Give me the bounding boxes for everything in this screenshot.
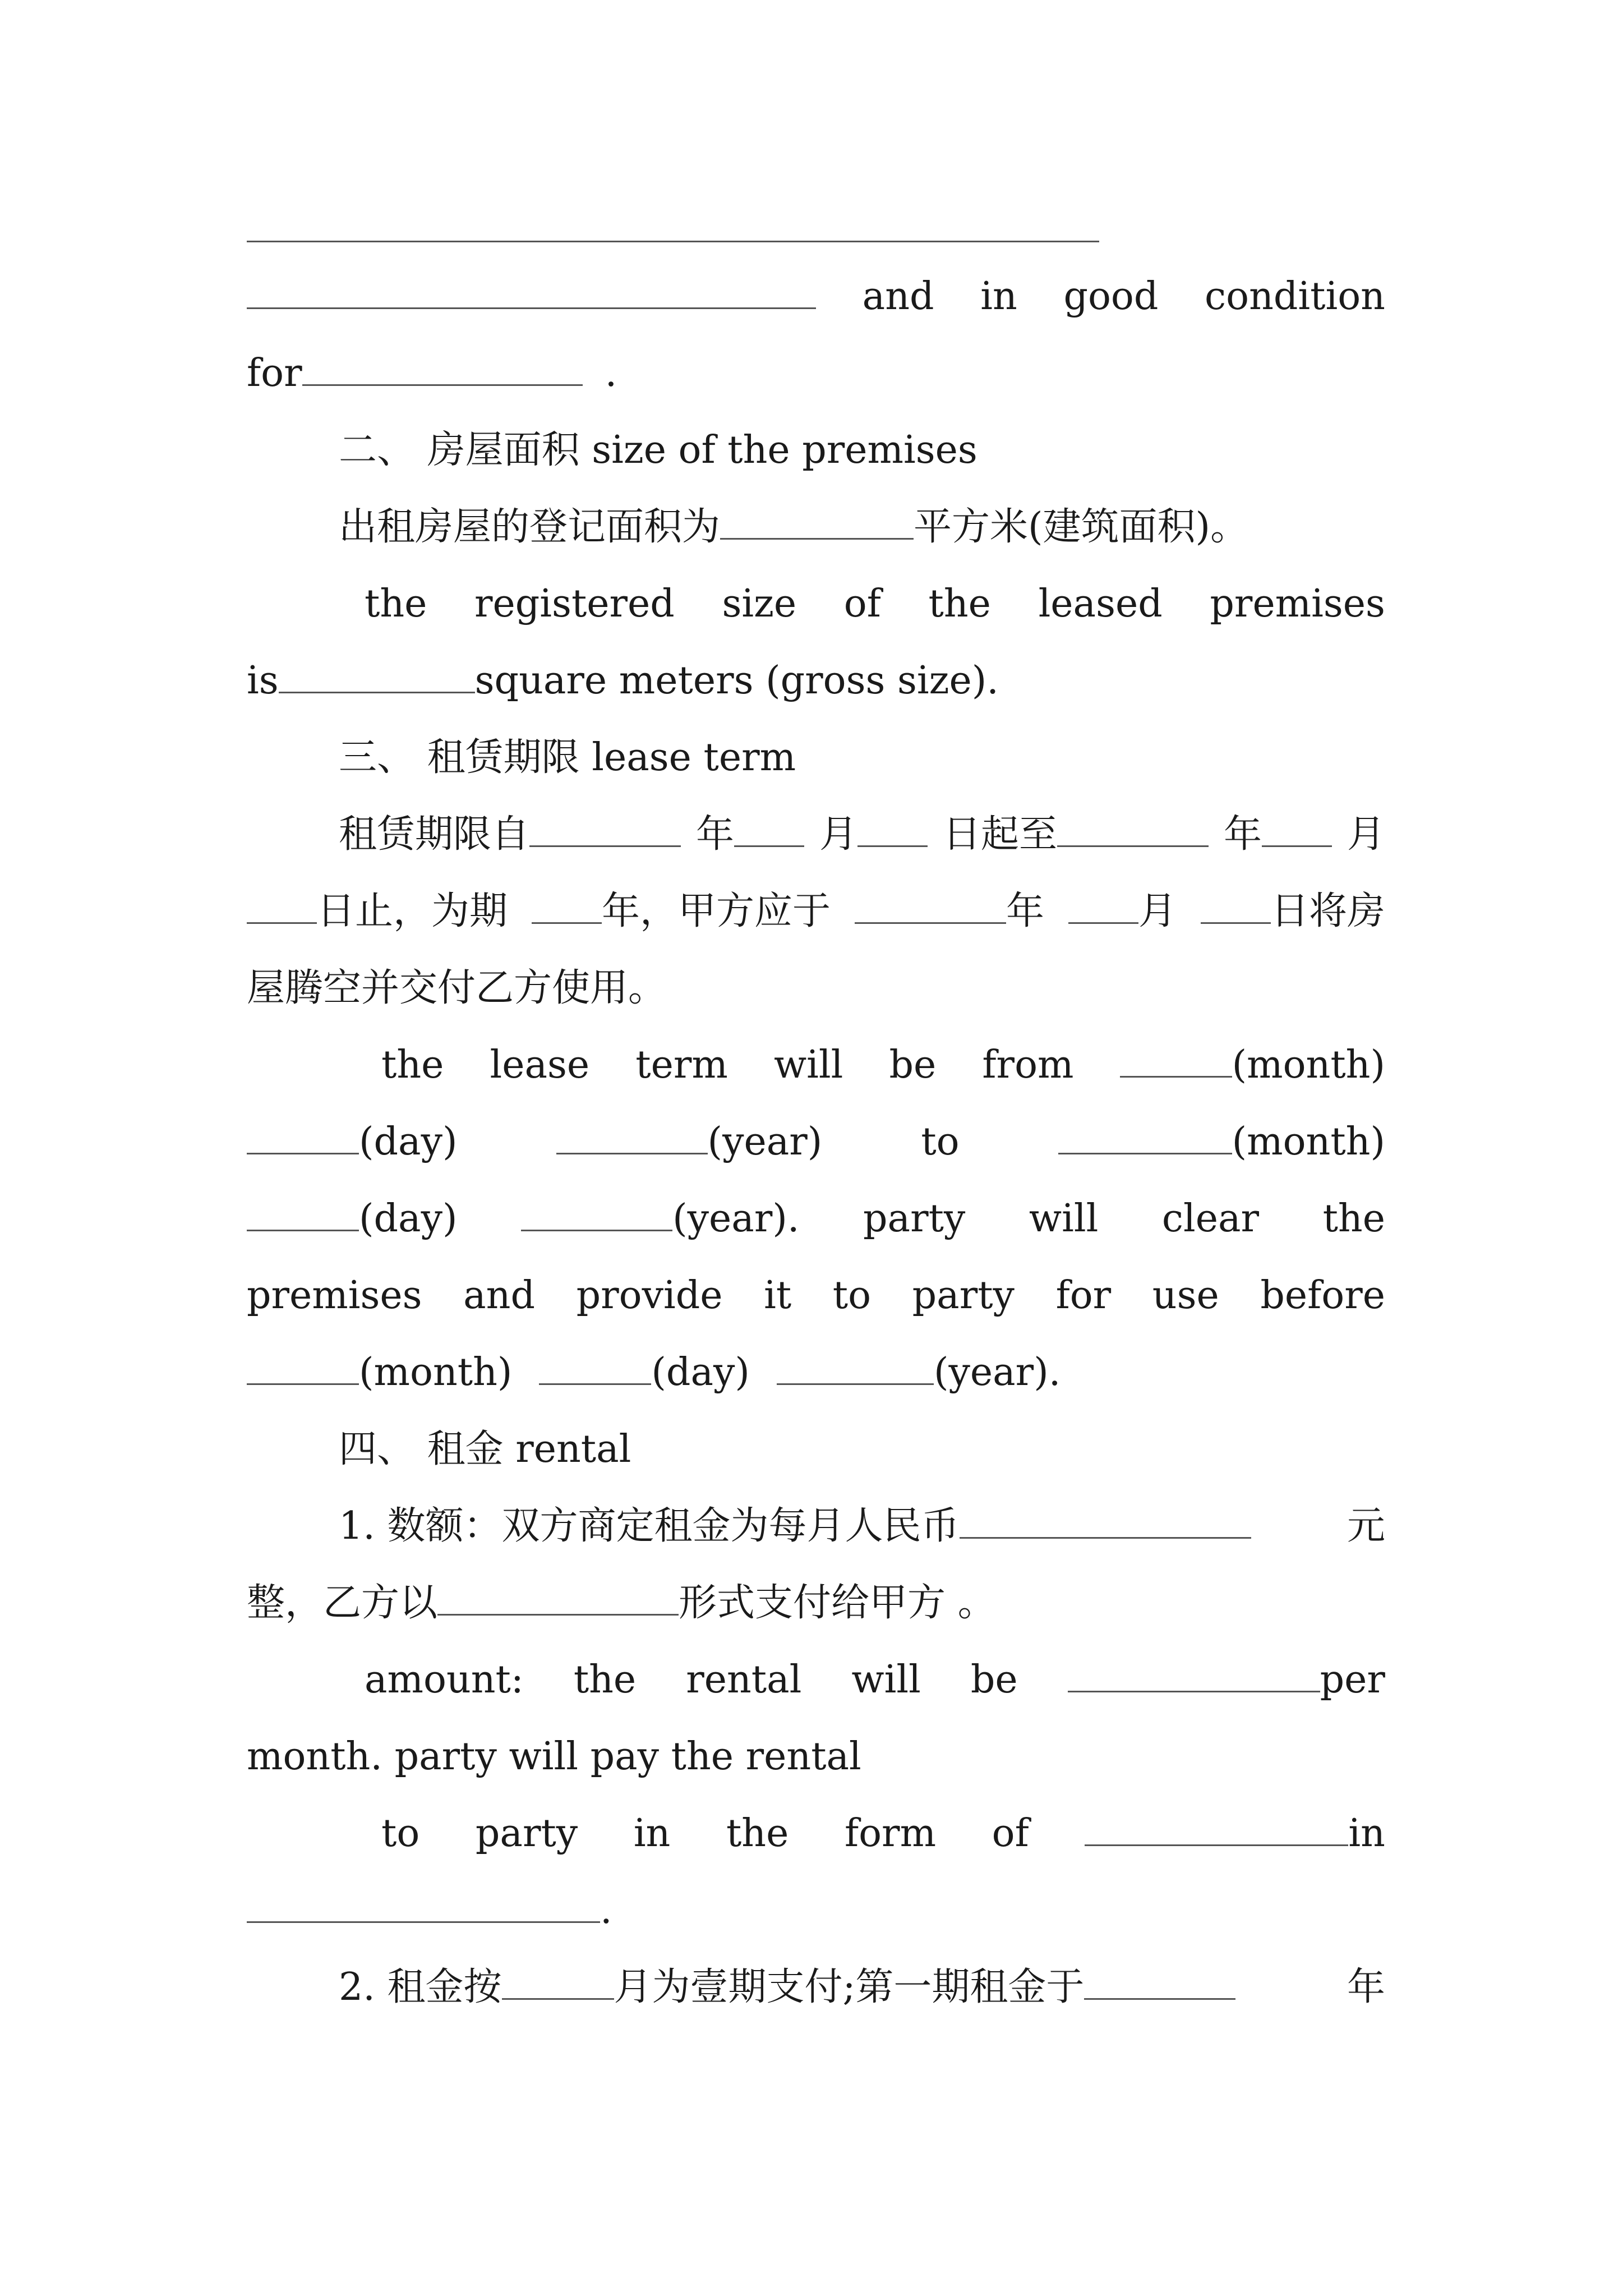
word: (month) (359, 1350, 513, 1395)
word: (year). (933, 1350, 1061, 1395)
word: will (773, 1043, 843, 1087)
fill-blank[interactable] (247, 211, 1099, 242)
word: the (928, 582, 991, 626)
word: is (247, 659, 279, 703)
word: the (573, 1658, 637, 1702)
fill-blank[interactable] (521, 1200, 672, 1231)
text: 形式支付给甲方 。 (679, 1581, 996, 1625)
text: 月 (1347, 812, 1385, 857)
word: rental (686, 1658, 802, 1702)
word: of (843, 582, 881, 626)
text: 平方米(建筑面积)。 (914, 505, 1249, 549)
word: the (726, 1811, 789, 1856)
text-line (247, 873, 1385, 950)
word: registered (474, 582, 675, 626)
word: and (862, 274, 934, 319)
word: clear (1161, 1197, 1260, 1241)
word: amount: (365, 1658, 524, 1702)
word: the (381, 1043, 444, 1087)
text-line (247, 1027, 1385, 1103)
text-line (247, 565, 1385, 642)
word: (day) (651, 1350, 750, 1395)
text-line (247, 1872, 1385, 1949)
text: 出租房屋的登记面积为 (339, 505, 721, 549)
text: 日将房 (1270, 889, 1385, 933)
text: 年，甲方应于 (601, 889, 831, 933)
word: (year). (672, 1197, 800, 1241)
word: to (381, 1811, 420, 1856)
word: party (863, 1197, 966, 1241)
fill-blank[interactable] (502, 1968, 614, 2000)
fill-blank[interactable] (539, 1354, 651, 1385)
word: in (980, 274, 1017, 319)
text-line (247, 1334, 1385, 1411)
text-line (247, 1795, 1385, 1872)
word: from (982, 1043, 1074, 1087)
fill-blank[interactable] (857, 816, 928, 847)
text: 月 (819, 812, 857, 857)
section-heading-lease-term (247, 719, 1385, 796)
fill-blank[interactable] (1057, 816, 1209, 847)
fill-blank[interactable] (247, 892, 317, 924)
text: 月为壹期支付;第一期租金于 (614, 1965, 1085, 2009)
text-line (247, 1641, 1385, 1718)
fill-blank[interactable] (1084, 1968, 1235, 2000)
word: in (633, 1811, 671, 1856)
word: lease (490, 1043, 590, 1087)
fill-blank[interactable] (556, 1123, 708, 1154)
word: for (247, 351, 302, 395)
text: square meters (gross size). (474, 659, 999, 703)
fill-blank[interactable] (437, 1584, 679, 1616)
word: (day) (359, 1120, 458, 1164)
text: 日起至 (942, 812, 1057, 857)
word: party (475, 1811, 578, 1856)
heading-text: 二、 房屋面积 size of the premises (339, 428, 978, 472)
word: term (635, 1043, 728, 1087)
heading-text: 四、 租金 rental (339, 1427, 631, 1471)
word: to (832, 1273, 872, 1318)
word: in (1348, 1811, 1385, 1856)
word: (year) (707, 1120, 823, 1164)
word: form (844, 1811, 937, 1856)
word: will (1029, 1197, 1099, 1241)
word: the (1322, 1197, 1385, 1241)
text-line (247, 1180, 1385, 1257)
fill-blank[interactable] (1120, 1046, 1232, 1078)
word: be (889, 1043, 937, 1087)
fill-blank[interactable] (1068, 892, 1138, 924)
text-line (247, 335, 1385, 412)
text: 2. 租金按 (339, 1965, 502, 2009)
fill-blank[interactable] (855, 892, 1006, 924)
word: premises (1210, 582, 1385, 626)
fill-blank[interactable] (777, 1354, 934, 1385)
text: 整，乙方以 (247, 1581, 438, 1625)
word: be (970, 1658, 1018, 1702)
word: condition (1205, 274, 1385, 319)
word: size (722, 582, 797, 626)
fill-blank[interactable] (1201, 892, 1271, 924)
heading-text: 三、 租赁期限 lease term (339, 735, 796, 780)
text: 年 (695, 812, 734, 857)
fill-blank[interactable] (734, 816, 804, 847)
text-line (247, 1488, 1385, 1565)
word: will (851, 1658, 921, 1702)
fill-blank[interactable] (1262, 816, 1332, 847)
document-page (247, 202, 1385, 2026)
section-heading-rental (247, 1411, 1385, 1488)
fill-blank[interactable] (247, 1354, 359, 1385)
fill-blank[interactable] (1058, 1123, 1232, 1154)
fill-blank[interactable] (247, 1123, 359, 1154)
fill-blank[interactable] (247, 278, 816, 309)
word: party (912, 1273, 1015, 1318)
text: month. party will pay the rental (247, 1734, 861, 1779)
text: 元 (1347, 1504, 1385, 1548)
word: for (1055, 1273, 1112, 1318)
text: 年 (1347, 1965, 1385, 2009)
fill-blank[interactable] (279, 662, 475, 693)
word: and (463, 1273, 536, 1318)
word: premises (247, 1273, 422, 1318)
text-line (247, 489, 1385, 565)
text: 月 (1138, 889, 1177, 933)
text: 租赁期限自 (339, 812, 530, 857)
fill-blank[interactable] (720, 508, 914, 540)
text-line (247, 1718, 1385, 1795)
fill-blank[interactable] (302, 355, 583, 386)
text: 年 (1006, 889, 1044, 933)
fill-blank[interactable] (529, 816, 681, 847)
text-line (247, 642, 1385, 719)
text-line (247, 1949, 1385, 2026)
word: . (600, 1888, 612, 1932)
text-line (247, 1257, 1385, 1334)
word: before (1260, 1273, 1385, 1318)
fill-blank[interactable] (960, 1507, 1251, 1539)
text-line (247, 796, 1385, 873)
text-line (247, 1565, 1385, 1641)
word: (day) (359, 1197, 458, 1241)
text: 年 (1223, 812, 1262, 857)
fill-blank[interactable] (1085, 1815, 1348, 1846)
text: 日止，为期 (317, 889, 508, 933)
word: (month) (1232, 1043, 1385, 1087)
text-line (247, 258, 1385, 335)
fill-blank[interactable] (1068, 1661, 1320, 1692)
fill-blank[interactable] (247, 1892, 600, 1923)
word: to (921, 1120, 960, 1164)
text-line (247, 1103, 1385, 1180)
word: (month) (1232, 1120, 1385, 1164)
word: leased (1038, 582, 1163, 626)
word: the (365, 582, 427, 626)
fill-blank[interactable] (532, 892, 602, 924)
word: it (764, 1273, 792, 1318)
text: 屋腾空并交付乙方使用。 (247, 966, 667, 1010)
text: 1. 数额：双方商定租金为每月人民币 (339, 1504, 960, 1548)
section-heading-size (247, 412, 1385, 489)
word: per (1320, 1658, 1385, 1702)
fill-blank[interactable] (247, 1200, 359, 1231)
word: good (1063, 274, 1159, 319)
word: provide (576, 1273, 723, 1318)
blank-line-top (247, 202, 1385, 258)
word: . (605, 351, 617, 395)
word: use (1152, 1273, 1219, 1318)
word: of (992, 1811, 1029, 1856)
text-line (247, 950, 1385, 1027)
